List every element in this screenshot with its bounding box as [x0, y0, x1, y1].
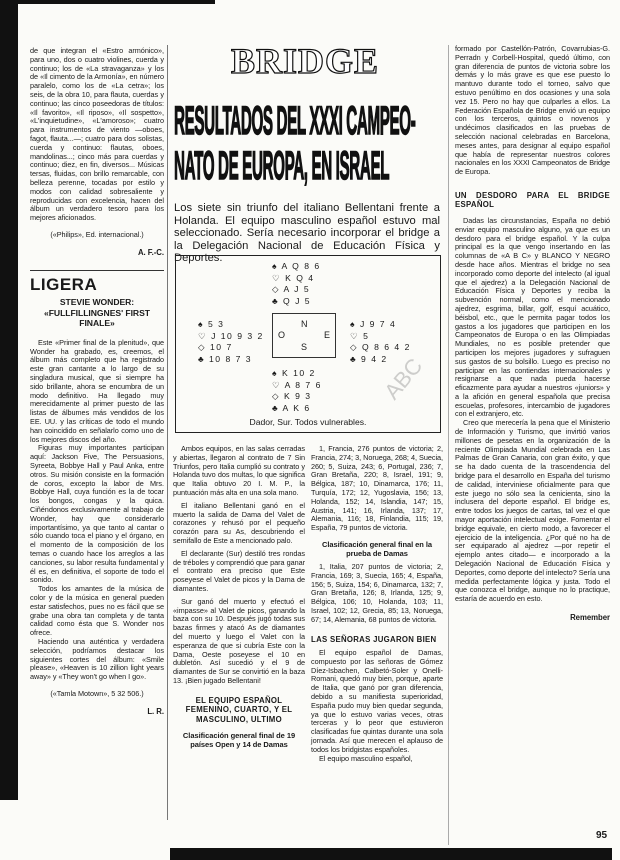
- record-source: («Tamla Motown», 5 32 506.): [50, 688, 144, 698]
- ladies-results: 1, Italia, 207 puntos de victoria; 2, Francia, 169; 3, Suecia, 165; 4, España, 156; 5, Suiza, 154; 6, Dinamarca, 132; 7, Gran Bretaña, 126; 8, Irlanda, 125; 9, Bélgica, 106; 10, Holanda, 103; 11, Israel, 102; 12, Grecia, 85; 13, Noruega, 67; 14, Alemania, 68 puntos de victoria.: [311, 561, 443, 624]
- article-paragraph: Creo que merecería la pena que el Ministerio de Información y Turismo, que invirtió varios millones de pesetas en la organización de la reciente Olimpiada Mundial celebrada en Las Palmas de Gran Canaria, con gran éxito, y que se ha dado cuenta de la trascendencia del bridge para el desarrollo en España del turismo de calidad, interviniese oficialmente para que este juego no sólo sea la cenicienta, sino la inclusera del deporte español. El bridge es, entre todos los juegos de cartas, tal vez el que mayor aportación intelectual exige. Fomentar el bridge equivale, en cierto modo, a favorecer el ejercicio de la inteligencia. ¿Por qué no ha de ser equiparado al ajedrez —por repetir el ejemplo antes citado— e incorporado a la Delegación Nacional de Educación Física y Deportes, como deporte del intelecto? Sería una medida perfectamente lógica y justa. Todo el que conozca el bridge, aunque no lo practique, estaría de acuerdo en esto.: [455, 418, 610, 604]
- spades-holding: ♠ J 9 7 4: [350, 319, 397, 329]
- hearts-holding: ♡ 5: [350, 330, 370, 341]
- review-paragraph: Figuras muy importantes participan aquí: Jackson Five, The Persuasions, Syreeta, Bobbye Hall y Paul Anka, entre otros. Su misión consiste en la formación de coros, excepto la labor de Mrs. Bobbye Hall, cuya función es la de tocar los bongos, congas y la quica. Ciñéndonos exclusivamente al trabajo de Wonder, hay que considerarlo importantísimo, ya que tanto al cantar o sólo cuando toca el piano y el órgano, en el momento de la composición de los temas o cuando hace los arreglos a las canciones, su labor resulta fundamental y él es, en definitiva, el soporte de todo el sonido.: [30, 443, 164, 585]
- subsection-heading: LAS SEÑORAS JUGARON BIEN: [311, 634, 437, 644]
- compass-south: S: [301, 342, 308, 352]
- clubs-holding: ♣ Q J 5: [272, 295, 312, 306]
- watermark: ABC: [379, 353, 428, 405]
- article-paragraph: El equipo masculino español,: [319, 753, 413, 763]
- east-hand: [350, 319, 411, 365]
- review-paragraph: de que integran el «Estro armónico», para uno, dos o cuatro violines, cuerda y continuo; los de «La stravaganza» y los de «Il cimento de la Armonía», en número paralelo, como los de «La cetra»; los seis, de la obra 10, para flauta, cuerdas y continuo; las cinco poseedoras de títulos: «Il favorito», «Il riposo», «Il sospetto», «L'inquietudine», «L'amoroso»; cuatro para instrumentos de viento —oboes, fagot, flauta...—; cuatro para dos solistas, cuerda y continuo: flautas, oboes, mandolinas...; cinco más para cuerdas y continuo; diez, en fin, diversos... Músicas tersas, fluidas, con brillo remarcable, con belleza perenne, tocadas por estilo y modos con calidad sobresaliente y reproducidas con excelencia, hacen del álbum un verdadero tesoro para los mejores aficionados.: [30, 46, 164, 223]
- south-hand: [272, 368, 322, 414]
- article-paragraph: Dadas las circunstancias, España no debió enviar equipo masculino alguno, ya que es un desdoro para el bridge español. Y la culpa principal es la que vengo insertando en las columnas de «A B C» y BLANCO Y NEGRO desde hace años. Mientras el bridge no sea incorporado como deporte del intelecto (al igual que el ajedrez) a la Delegación Nacional de Educación Física y Deportes y reciba la subvención normal, como el mencionado ajedrez, esgrima, billar, golf, esquí acuático, béisbol, etc., que le permita pagar todos los gastos a los jugadores que participen en los Campeonatos de Europa o en las Olimpiadas Mundiales, no es posible pretender que participen los mejores jugadores y sufraguen sus gastos de su bolsillo. Luego es preciso no participar en las contiendas internacionales y resignarse a que nada pueda hacerse eficazmente para ayudar a nuestros «juniors» y a la afición en general española que precisa escuelas, profesores, intercambio de jugadores con el extranjero, etc.: [455, 215, 610, 419]
- subsection-heading: UN DESDORO PARA EL BRIDGE ESPAÑOL: [455, 190, 610, 210]
- author-signature: L. R.: [147, 706, 164, 716]
- scan-edge-bottom: [170, 848, 612, 860]
- scan-edge-top: [0, 0, 215, 4]
- clubs-holding: ♣ A K 6: [272, 402, 311, 413]
- clubs-holding: ♣ 9 4 2: [350, 353, 388, 364]
- article-column-4: [455, 45, 610, 623]
- headline-line-2: NATO DE EUROPA, EN ISRAEL: [174, 144, 390, 188]
- article-paragraph: formado por Castellón-Patrón, Covarrubias-G. Perradn y Corbell-Hospital, quedó último, con gran diferencia de puntos de victoria sobre los demás y lo más grave es que ese puesto lo mantuvo durante todo el torneo, salvo que estuvo penúltimo en dos ocasiones y una sola vez 15. Pero no hay que culparles a ellos. La Federación Española de Bridge envió un equipo con los terceros, quintos o novenos y undécimos clasificados en las pruebas de selección nacional celebradas en Barcelona, meses antes, para designar al equipo español que había de representar nuestros colores nacionales en los XXXI Campeonatos de Bridge de Europa.: [455, 44, 610, 177]
- hearts-holding: ♡ K Q 4: [272, 272, 315, 283]
- compass-box: [272, 313, 336, 358]
- open-results: 1, Francia, 276 puntos de victoria; 2, Francia, 274; 3, Noruega, 268; 4, Suecia, 260; 5, Suiza, 243; 6, Portugal, 236; 7, Gran Bretaña, 220; 8, Israel, 191; 9, Bélgica, 187; 10, Dinamarca, 176; 11, Turquía, 172; 12, Yugoslavia, 156; 13, Holanda, 152; 14, Islandia, 147; 15, Austria, 141; 16, Irlanda, 137; 17, Alemania, 116; 18, Finlandia, 115; 19, España, 79 puntos de victoria.: [311, 444, 443, 533]
- scan-edge-left: [0, 0, 18, 800]
- article-columns-2-3: [173, 445, 443, 763]
- review-paragraph: Este «Primer final de la plenitud», que Wonder ha grabado, es, creemos, el álbum más completo que ha registrado este gran cantante a lo largo de su singladura musical, que si siempre ha sido brillante, ahora se encumbra de un modo definitivo. Ha llegado muy merecidamente al primer puesto de las listas de álbumes más vendidos de los EE. UU. y las críticas de todo el mundo han coincidido en señalarlo como uno de los mejores discos del año.: [30, 337, 164, 444]
- page-number: 95: [596, 830, 608, 841]
- column-rule: [167, 45, 168, 820]
- review-title: STEVIE WONDER: «FULLFILLINGNES' FIRST FINALE»: [44, 297, 150, 329]
- subsection-heading: EL EQUIPO ESPAÑOL FEMENINO, CUARTO, Y EL MASCULINO, ULTIMO: [185, 695, 293, 724]
- column-1: [30, 47, 164, 717]
- section-label-ligera: LIGERA: [30, 274, 98, 294]
- compass-north: N: [301, 319, 308, 329]
- column-rule: [448, 45, 449, 845]
- diamonds-holding: ◇ A J 5: [272, 284, 311, 294]
- article-paragraph: Ambos equipos, en las salas cerradas y abiertas, llegaron al contrato de 7 Sin Triunfos, pero Italia cumplió su contrato y Holanda tuvo dos multas, lo que significa que Italia obtuvo 20 I. M. P., la puntuación más alta en una sola mano.: [173, 444, 305, 497]
- article-deck: Los siete sin triunfo del italiano Bellentani frente a Holanda. El equipo masculino español estuvo mal seleccionado. Sería necesario incorporar el bridge a la Delegación Nacional de Educación Física y Deportes.: [174, 202, 440, 264]
- diagram-caption: Dador, Sur. Todos vulnerables.: [249, 417, 367, 427]
- results-subheading: Clasificación general final en la prueba de Damas: [321, 539, 433, 558]
- spades-holding: ♠ 5 3: [198, 319, 225, 329]
- review-paragraph: Todos los amantes de la música de color y de la música en general pueden estar satisfechos, pues no es fácil que se grabe una obra tan completa y de tanta calidad como ésta que S. Wonder nos ofrece.: [30, 584, 164, 638]
- spades-holding: ♠ A Q 8 6: [272, 261, 321, 271]
- clubs-holding: ♣ 10 8 7 3: [198, 353, 253, 364]
- west-hand: [198, 319, 264, 365]
- diamonds-holding: ◇ 10 7: [198, 342, 233, 352]
- results-subheading: Clasificación general final de 19 países Open y 14 de Damas: [182, 731, 296, 750]
- compass-west: O: [278, 330, 286, 340]
- hearts-holding: ♡ J 10 9 3 2: [198, 330, 264, 341]
- article-paragraph: El italiano Bellentani ganó en el muerto la salida de Dama del Valet de corazones y rehusó por el pequeño corazón para su As, descubriendo el semifallo de Este a mencionado palo.: [173, 500, 305, 545]
- article-paragraph: El equipo español de Damas, compuesto por las señoras de Gómez Díez-Isbachen, Calbetó-Soler y Onelli-Romani, quedó muy bien, porque, aparte de Italia, que ganó por gran diferencia, debido a su manifiesta superioridad, España pudo muy bien quedar segunda, ya que lo estuvo varias veces, otras terceras y lo peor que estuvieron clasificadas fue quintas durante una sola jornada. Así que merecen el aplauso de todos los bridgistas españoles.: [311, 648, 443, 754]
- section-divider: [30, 270, 164, 271]
- record-source: («Philips», Ed. internacional.): [50, 229, 144, 239]
- diamonds-holding: ◇ Q 8 6 4 2: [350, 342, 411, 352]
- bridge-hand-diagram: [175, 255, 441, 433]
- review-paragraph: Haciendo una auténtica y verdadera selección, podríamos destacar los siguientes cortes del álbum: «Smile please», «Heaven is 10 zillion light years away» y «They won't go when I go».: [30, 636, 164, 682]
- compass-east: E: [323, 330, 330, 340]
- section-logo-bridge: BRIDGE: [230, 41, 380, 81]
- hearts-holding: ♡ A 8 7 6: [272, 379, 322, 390]
- headline-line-1: RESULTADOS DEL XXXI CAMPEO-: [174, 99, 416, 143]
- diamonds-holding: ◇ K 9 3: [272, 391, 312, 401]
- article-paragraph: El declarante (Sur) destiló tres rondas de tréboles y comprendió que para ganar el contrato era preciso que Este poseyese el Valet de picos y la Dama de diamantes.: [173, 548, 305, 593]
- north-hand: [272, 261, 321, 307]
- article-paragraph: Sur ganó del muerto y efectuó el «impasse» al Valet de picos, ganando la baza con su 10. Después jugó todas sus bazas firmes y atacó As de diamantes del muerto y luego el Valet con la esperanza de que si cubría Este con la Dama, Oeste poseyese el 10 en dubletón. Así sucedió y el 9 de diamantes de Sur se convirtió en la baza 13. ¡Bien jugado Bellentani!: [173, 596, 305, 685]
- author-signature: A. F.-C.: [137, 247, 164, 257]
- spades-holding: ♠ K 10 2: [272, 368, 316, 378]
- author-signature: Remember: [570, 613, 610, 623]
